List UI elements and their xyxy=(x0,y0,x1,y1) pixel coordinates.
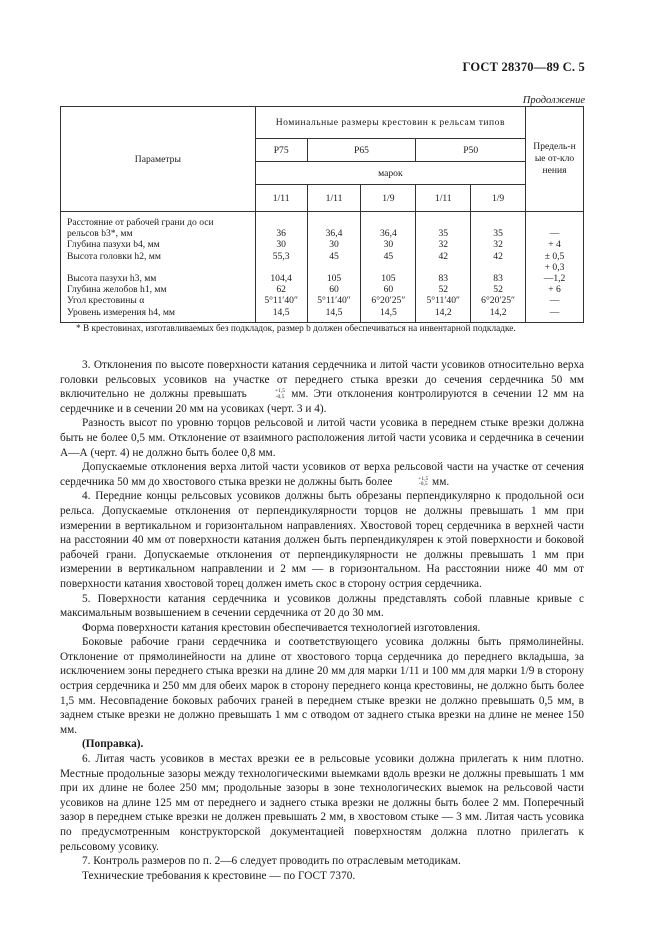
value-cell: 60 xyxy=(361,284,416,295)
table-row xyxy=(61,284,584,295)
paragraph-5b: Форма поверхности катания крестовин обеспечивается технологией изготовления. xyxy=(82,621,481,634)
rail-type-p75: Р75 xyxy=(255,139,307,162)
table-row xyxy=(61,262,584,273)
p3d-text-b: мм. xyxy=(432,475,450,488)
value-cell: 5°11′40″ xyxy=(416,295,471,306)
paragraph-7b: Технические требования к крестовине — по ГОСТ 7370. xyxy=(82,869,356,882)
paragraph-3c: Разность высот по уровню торцов рельсовой и литой части усовика в переднем стыке врезки должна быть не более 0,5 мм. Отклонение от взаимного расположения литой части усовика и сердечника в сечении А—А (черт. 4) не должно быть более 0,8 мм. xyxy=(60,417,584,459)
frac-down: -0,5 xyxy=(275,393,285,400)
value-cell: 45 xyxy=(361,251,416,262)
value-cell: 52 xyxy=(416,284,471,295)
value-cell: 55,3 xyxy=(255,251,307,262)
table-row xyxy=(61,228,584,239)
value-cell: 14,5 xyxy=(307,307,361,323)
p3d-text-a: Допускаемые отклонения верха литой части усовиков от верха рельсовой части на участке от сечения сердечника 50 мм до хвостового стыка врезки не должны быть более xyxy=(60,461,584,488)
tolerance-fraction xyxy=(253,389,285,400)
value-cell: 83 xyxy=(416,273,471,284)
amendment: (Поправка). xyxy=(82,738,144,751)
value-cell: 6°20′25″ xyxy=(471,295,526,306)
grade-header: марок xyxy=(255,162,525,185)
param-name: Высота головки h2, мм xyxy=(61,251,256,262)
nominal-header: Номинальные размеры крестовин к рельсам типов xyxy=(255,107,525,139)
continuation-label: Продолжение xyxy=(522,95,585,106)
tolerance-header-text: Предель-ные от-клонения xyxy=(533,141,576,176)
paragraph-6: 6. Литая часть усовиков в местах врезки ее в рельсовые усовики должна прилегать к ним плотно. Местные продольные зазоры между технологическими выемками вдоль врезки не должны превышать 1 мм при их длине не более 250 мм; продольные зазоры в зоне технологических выемок на рельсовой части усовиков на длине 125 мм от переднего и заднего стыка врезки не должны быть более 2 мм. Поперечный зазор в переднем стыке врезки не должен превышать 2 мм, в хвостовом стыке — 3 мм. Литая часть усовика по предусмотренным конструкторской документацией поверхностям должна плотно прилегать к рельсовому усовику. xyxy=(60,753,584,853)
page-header: ГОСТ 28370—89 С. 5 xyxy=(462,60,585,74)
body-text xyxy=(60,358,584,883)
param-name: Глубина пазухи b4, мм xyxy=(61,239,256,250)
grade-cell: 1/9 xyxy=(361,185,416,212)
tolerance-cell: + 6 xyxy=(526,284,584,295)
paragraph-3 xyxy=(60,358,584,416)
value-cell: 105 xyxy=(361,273,416,284)
tolerance-cell: + 4 xyxy=(526,239,584,250)
table-row xyxy=(61,295,584,306)
table-row xyxy=(61,251,584,262)
grade-cell: 1/9 xyxy=(471,185,526,212)
table-row xyxy=(61,273,584,284)
paragraph-3d xyxy=(60,460,584,489)
value-cell: 30 xyxy=(255,239,307,250)
param-name: Расстояние от рабочей грани до оси xyxy=(61,217,256,228)
value-cell: 30 xyxy=(361,239,416,250)
frac-up: +1,5 xyxy=(275,388,285,395)
param-name: Уровень измерения h4, мм xyxy=(61,307,256,323)
value-cell: 14,5 xyxy=(361,307,416,323)
frac-down: -0,5 xyxy=(418,481,428,488)
param-name: рельсов b3*, мм xyxy=(61,228,256,239)
value-cell: 14,5 xyxy=(255,307,307,323)
param-name: Высота пазухи h3, мм xyxy=(61,273,256,284)
tolerance-cell: + 0,3 xyxy=(526,262,584,273)
value-cell: 6°20′25″ xyxy=(361,295,416,306)
value-cell: 36,4 xyxy=(361,228,416,239)
tolerance-cell: — xyxy=(526,307,584,323)
value-cell: 36,4 xyxy=(307,228,361,239)
spec-table xyxy=(60,106,584,323)
param-name: Угол крестовины α xyxy=(61,295,256,306)
rail-type-p50: Р50 xyxy=(416,139,526,162)
paragraph-5: 5. Поверхности катания сердечника и усовиков должны представлять собой плавные кривые с максимальным возвышением в сечении сердечника от 20 до 30 мм. xyxy=(60,592,584,620)
tolerance-cell: — xyxy=(526,295,584,306)
value-cell: 32 xyxy=(416,239,471,250)
value-cell: 42 xyxy=(471,251,526,262)
paragraph-4: 4. Передние концы рельсовых усовиков должны быть обрезаны перпендикулярно к продольной оси рельса. Допускаемые отклонения от перпендикулярности торцов не должны превышать 1 мм при измерении в вертикальном и горизонтальном направлениях. Хвостовой торец сердечника в верхней части на расстоянии 40 мм от поверхности катания должен быть перпендикулярен к этой поверхности и боковой рабочей грани. Допускаемые отклонения от перпендикулярности не должны превышать 1 мм при измерении в вертикальном направлении и 2 мм — в горизонтальном. На расстоянии ниже 40 мм от поверхности катания хвостовой торец должен иметь скос в сторону острия сердечника. xyxy=(60,490,584,590)
tolerance-cell: —1,2 xyxy=(526,273,584,284)
value-cell: 5°11′40″ xyxy=(255,295,307,306)
table-row xyxy=(61,217,584,228)
value-cell: 42 xyxy=(416,251,471,262)
p3-text-b: мм. Эти отклонения контролируются в сечении 12 мм на сердечнике и в сечении 20 мм на усовиках (черт. 3 и 4). xyxy=(60,388,584,415)
grade-cell: 1/11 xyxy=(255,185,307,212)
paragraph-7: 7. Контроль размеров по п. 2—6 следует проводить по отраслевым методикам. xyxy=(82,855,461,868)
value-cell: 36 xyxy=(255,228,307,239)
value-cell: 52 xyxy=(471,284,526,295)
table-row xyxy=(61,239,584,250)
frac-up: +1,5 xyxy=(418,475,429,482)
footnote: * В крестовинах, изготавливаемых без подкладок, размер b должен обеспечиваться на инвентарной подкладке. xyxy=(76,324,516,334)
table-row xyxy=(61,307,584,323)
value-cell: 30 xyxy=(307,239,361,250)
value-cell: 5°11′40″ xyxy=(307,295,361,306)
tolerance-cell: — xyxy=(526,228,584,239)
value-cell: 104,4 xyxy=(255,273,307,284)
tolerance-header xyxy=(526,107,584,212)
tolerance-fraction xyxy=(396,477,428,488)
value-cell: 35 xyxy=(471,228,526,239)
paragraph-5c: Боковые рабочие грани сердечника и соответствующего усовика должны быть прямолинейны. Отклонение от прямолинейности на длине от хвостового торца сердечника до переднего вкладыша, за исключением зоны переднего стыка врезки на длине 20 мм для марки 1/11 и 100 мм для марки 1/9 в сторону острия сердечника и 250 мм для обеих марок в сторону переднего конца крестовины, не должно быть более 1,5 мм. Несовпадение боковых рабочих граней в переднем стыке врезки не должно превышать 0,5 мм, в заднем стыке врезки не должно превышать 1 мм с отводом от заднего стыка врезки на длине не менее 150 мм. xyxy=(60,636,584,736)
value-cell: 60 xyxy=(307,284,361,295)
value-cell: 45 xyxy=(307,251,361,262)
p3-text-a: 3. Отклонения по высоте поверхности катания сердечника и литой части усовиков относительно верха головки рельсовых усовиков на участке от переднего стыка врезки до сечения сердечника 50 мм включительно не должны превышать xyxy=(60,359,584,401)
value-cell: 35 xyxy=(416,228,471,239)
value-cell: 62 xyxy=(255,284,307,295)
value-cell: 14,2 xyxy=(471,307,526,323)
param-header: Параметры xyxy=(61,107,256,212)
value-cell: 14,2 xyxy=(416,307,471,323)
value-cell: 105 xyxy=(307,273,361,284)
tolerance-cell: ± 0,5 xyxy=(526,251,584,262)
rail-type-p65: Р65 xyxy=(307,139,416,162)
value-cell: 32 xyxy=(471,239,526,250)
param-name: Глубина желобов h1, мм xyxy=(61,284,256,295)
grade-cell: 1/11 xyxy=(416,185,471,212)
grade-cell: 1/11 xyxy=(307,185,361,212)
value-cell: 83 xyxy=(471,273,526,284)
